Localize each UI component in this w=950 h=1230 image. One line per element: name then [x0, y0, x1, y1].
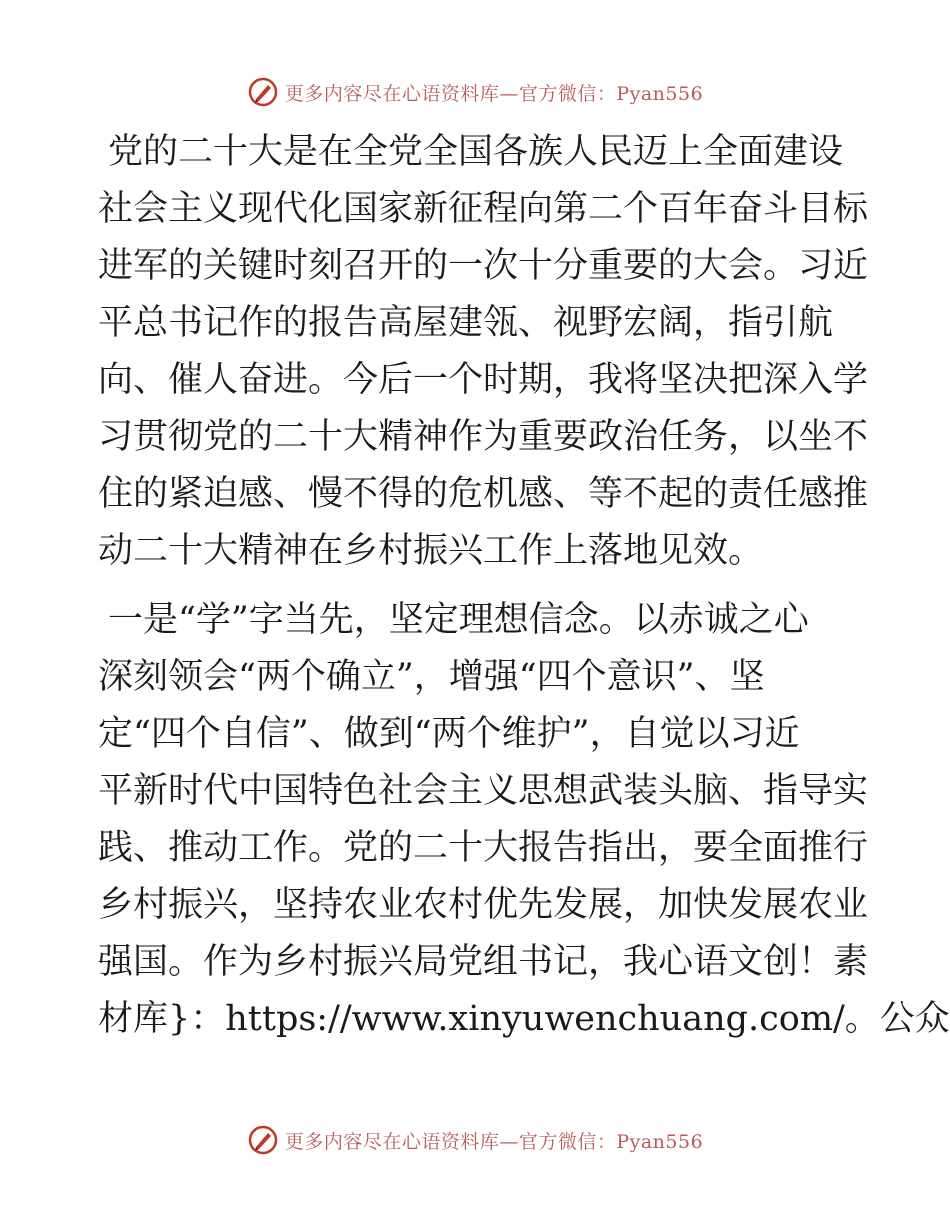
watermark-text: 更多内容尽在心语资料库—官方微信：Pyan556: [284, 82, 704, 105]
text-line: 平新时代中国特色社会主义思想武装头脑、指导实: [98, 771, 869, 811]
paragraph-2: [98, 592, 950, 1048]
text-line: 习贯彻党的二十大精神作为重要政治任务，以坐不: [98, 417, 869, 457]
pen-logo-icon: [247, 76, 279, 108]
text-line: 材库}：https://www.xinyuwenchuang.com/。公众: [98, 999, 950, 1039]
text-line: 党的二十大是在全党全国各族人民迈上全面建设: [108, 132, 844, 172]
footer-watermark: [0, 1120, 950, 1160]
text-line: 深刻领会“两个确立”，增强“四个意识”、坚: [98, 657, 765, 697]
text-line: 社会主义现代化国家新征程向第二个百年奋斗目标: [98, 189, 869, 229]
text-line: 动二十大精神在乡村振兴工作上落地见效。: [98, 531, 764, 571]
header-watermark: [0, 72, 950, 112]
text-line: 强国。作为乡村振兴局党组书记，我心语文创！素: [98, 942, 869, 982]
document-body: [98, 124, 950, 1048]
text-line: 乡村振兴，坚持农业农村优先发展，加快发展农业: [98, 885, 869, 925]
text-line: 一是“学”字当先，坚定理想信念。以赤诚之心: [108, 600, 809, 640]
text-line: 进军的关键时刻召开的一次十分重要的大会。习近: [98, 246, 869, 286]
text-line: 向、催人奋进。今后一个时期，我将坚决把深入学: [98, 360, 869, 400]
text-line: 定“四个自信”、做到“两个维护”，自觉以习近: [98, 714, 800, 754]
text-line: 住的紧迫感、慢不得的危机感、等不起的责任感推: [98, 474, 869, 514]
pen-logo-icon: [247, 1124, 279, 1156]
text-line: 平总书记作的报告高屋建瓴、视野宏阔，指引航: [98, 303, 834, 343]
paragraph-1: [98, 124, 869, 580]
watermark-text: 更多内容尽在心语资料库—官方微信：Pyan556: [284, 1130, 704, 1153]
text-line: 践、推动工作。党的二十大报告指出，要全面推行: [98, 828, 869, 868]
